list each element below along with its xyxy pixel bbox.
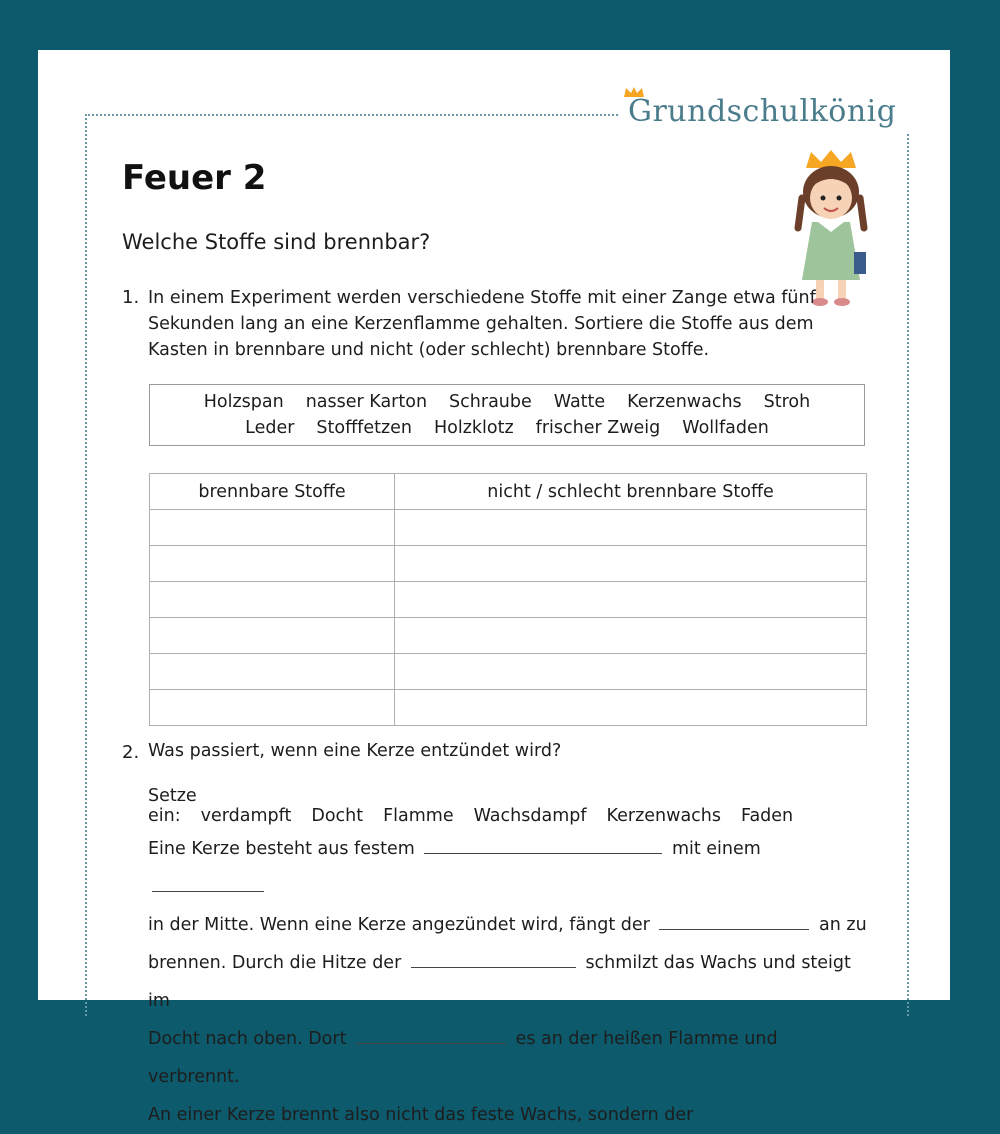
word-item: Wachsdampf <box>473 806 587 826</box>
word-item: Stofffetzen <box>316 418 412 438</box>
word-item: Kerzenwachs <box>606 806 721 826</box>
blank-field[interactable] <box>411 951 576 968</box>
table-cell[interactable] <box>395 690 867 726</box>
task1-instructions: In einem Experiment werden verschiedene Stoffe mit einer Zange etwa fünf Sekunden lang an eine Kerzenflamme gehalten. Sortiere die Stoffe aus dem Kasten in brennbare und nicht (oder schlecht) brennbare Stoffe. <box>148 288 816 360</box>
fill-in-words <box>148 786 868 826</box>
word-item: Kerzenwachs <box>627 392 742 412</box>
cloze-text-part: Docht nach oben. Dort <box>148 1029 347 1049</box>
word-item: Watte <box>553 392 606 412</box>
word-item: Stroh <box>763 392 811 412</box>
brand-logo: Grundschulkönig <box>628 94 897 129</box>
cloze-text-part: an zu <box>819 915 867 935</box>
table-cell[interactable] <box>395 510 867 546</box>
page-title: Feuer 2 <box>122 158 267 198</box>
blank-field[interactable] <box>152 875 264 892</box>
table-cell[interactable] <box>150 654 395 690</box>
word-item: frischer Zweig <box>535 418 661 438</box>
column-header-nonburnable: nicht / schlecht brennbare Stoffe <box>395 474 867 510</box>
cloze-text <box>148 830 868 1134</box>
word-item: Leder <box>245 418 295 438</box>
word-item: Wollfaden <box>682 418 769 438</box>
table-cell[interactable] <box>150 618 395 654</box>
word-item: nasser Karton <box>305 392 428 412</box>
cloze-text-part: Eine Kerze besteht aus festem <box>148 839 415 859</box>
blank-field[interactable] <box>424 837 662 854</box>
cloze-text-part: mit einem <box>671 839 761 859</box>
table-cell[interactable] <box>150 546 395 582</box>
word-row-1 <box>150 389 864 415</box>
worksheet <box>38 50 950 1125</box>
cloze-text-part: in der Mitte. Wenn eine Kerze angezündet wird, fängt der <box>148 915 650 935</box>
word-item: Holzklotz <box>434 418 514 438</box>
cloze-text-part: es an der heißen Flamme und verbrennt. <box>148 1029 778 1087</box>
word-item: Holzspan <box>203 392 284 412</box>
cloze-text-part: schmilzt das Wachs und steigt im <box>148 953 851 1011</box>
task1-number: 1. <box>122 287 140 308</box>
table-cell[interactable] <box>150 690 395 726</box>
task2-question: Was passiert, wenn eine Kerze entzündet wird? <box>148 741 562 761</box>
table-cell[interactable] <box>150 510 395 546</box>
table-cell[interactable] <box>395 618 867 654</box>
word-box <box>149 384 865 446</box>
page-subtitle: Welche Stoffe sind brennbar? <box>122 230 431 254</box>
word-item: Faden <box>741 806 794 826</box>
word-row-2 <box>150 415 864 441</box>
table-cell[interactable] <box>395 654 867 690</box>
word-item: Flamme <box>383 806 454 826</box>
sorting-table <box>149 473 867 726</box>
cloze-text-part: brennen. Durch die Hitze der <box>148 953 402 973</box>
blank-field[interactable] <box>356 1027 506 1044</box>
table-cell[interactable] <box>150 582 395 618</box>
column-header-burnable: brennbare Stoffe <box>150 474 395 510</box>
task2-number: 2. <box>122 742 140 763</box>
word-item: Docht <box>311 806 364 826</box>
table-cell[interactable] <box>395 582 867 618</box>
cloze-text-part: An einer Kerze brennt also nicht das feste Wachs, sondern der <box>148 1105 694 1125</box>
table-cell[interactable] <box>395 546 867 582</box>
word-item: Schraube <box>449 392 532 412</box>
blank-field[interactable] <box>659 913 809 930</box>
setze-label: Setze ein: <box>148 786 197 826</box>
word-item: verdampft <box>200 806 292 826</box>
